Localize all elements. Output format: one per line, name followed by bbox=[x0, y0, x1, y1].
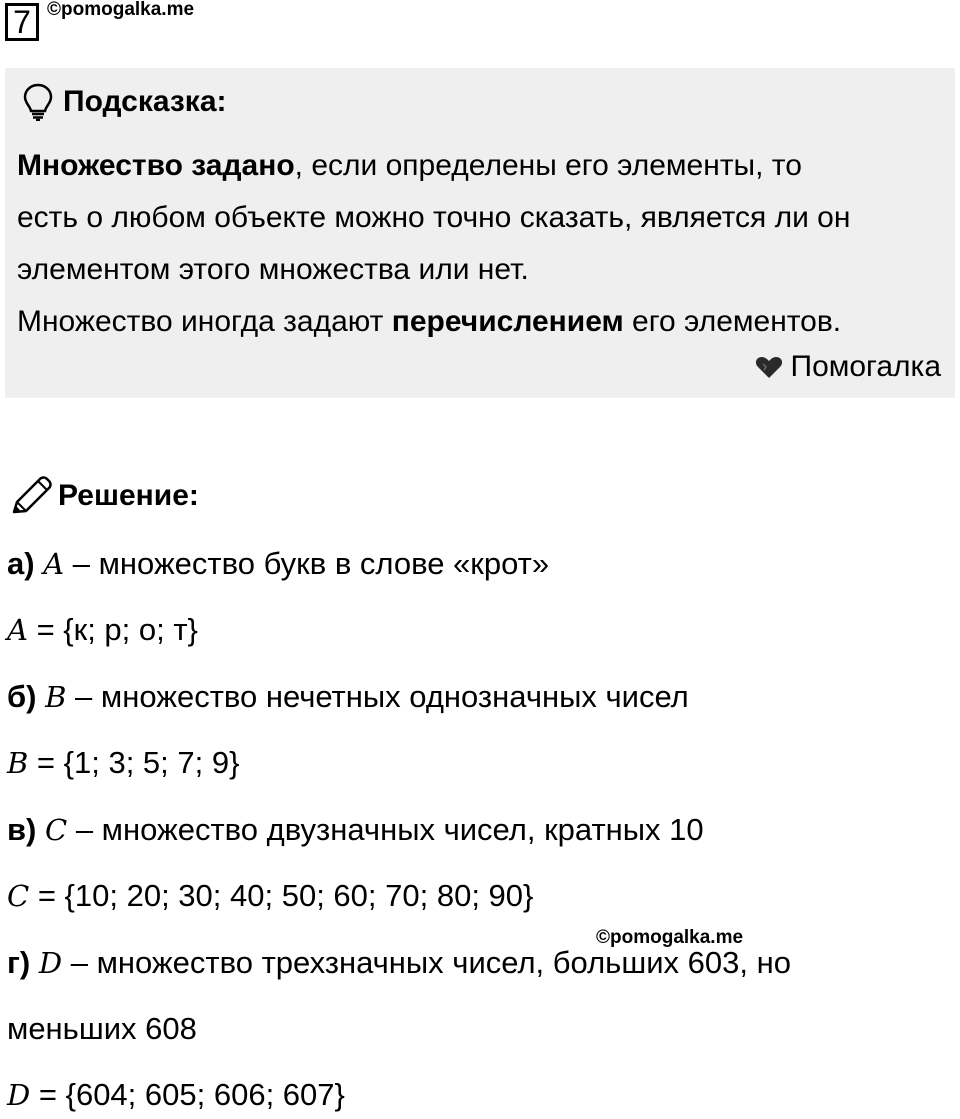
heart-icon bbox=[755, 355, 783, 379]
item-c-set-value: = {10; 20; 30; 40; 50; 60; 70; 80; 90} bbox=[29, 878, 534, 913]
hint-line-4 bbox=[17, 296, 947, 348]
item-b-description bbox=[7, 677, 689, 717]
task-number: 7 bbox=[5, 3, 39, 41]
item-b-desc: – множество нечетных однозначных чисел bbox=[66, 679, 689, 714]
item-c-description bbox=[7, 810, 704, 850]
hint-text bbox=[17, 140, 947, 348]
hint-line-3: элементом этого множества или нет. bbox=[17, 253, 529, 286]
item-c-label: в) bbox=[7, 812, 37, 847]
item-d-label: г) bbox=[7, 945, 31, 980]
item-a-set-value: = {к; р; о; т} bbox=[27, 612, 198, 647]
item-c-set bbox=[7, 876, 533, 916]
hint-title: Подсказка: bbox=[63, 85, 227, 118]
item-d-desc: – множество трехзначных чисел, больших 603, но bbox=[62, 945, 791, 980]
item-d-set-value: = {604; 605; 606; 607} bbox=[30, 1077, 345, 1112]
item-a-description bbox=[7, 544, 549, 584]
item-b-set-value: = {1; 3; 5; 7; 9} bbox=[28, 745, 240, 780]
item-d-var: D bbox=[38, 946, 63, 980]
hint-line-2: есть о любом объекте можно точно сказать, является ли он bbox=[17, 201, 851, 234]
signature bbox=[755, 350, 942, 384]
pencil-icon bbox=[8, 476, 52, 516]
watermark-top: ©pomogalka.me bbox=[47, 0, 195, 20]
lightbulb-icon bbox=[23, 83, 53, 121]
item-d-description-cont: меньших 608 bbox=[7, 1011, 197, 1046]
solution-header bbox=[8, 474, 199, 518]
watermark-middle: ©pomogalka.me bbox=[596, 927, 744, 948]
hint-line-1-rest: , если определены его элементы, то bbox=[294, 149, 802, 182]
item-a-var: A bbox=[43, 547, 65, 581]
hint-line-4-end: его элементов. bbox=[623, 305, 842, 338]
item-d-description bbox=[7, 943, 791, 983]
item-b-label: б) bbox=[7, 679, 37, 714]
item-a-label: а) bbox=[7, 546, 35, 581]
hint-header bbox=[23, 82, 227, 122]
item-d-set bbox=[7, 1075, 345, 1115]
item-a-set-var: A bbox=[7, 613, 28, 647]
signature-text: Помогалка bbox=[790, 350, 941, 383]
item-a-set bbox=[7, 610, 198, 650]
item-c-var: C bbox=[45, 813, 68, 847]
item-b-set bbox=[7, 743, 239, 783]
item-c-set-var: C bbox=[7, 879, 30, 913]
hint-line-4-start: Множество иногда задают bbox=[17, 305, 392, 338]
item-b-set-var: B bbox=[7, 746, 29, 780]
solution-title: Решение: bbox=[58, 479, 199, 512]
item-c-desc: – множество двузначных чисел, кратных 10 bbox=[67, 812, 704, 847]
hint-term-bold: Множество задано bbox=[17, 149, 295, 182]
item-b-var: B bbox=[45, 680, 67, 714]
hint-term-bold-2: перечислением bbox=[391, 305, 624, 338]
item-d-set-var: D bbox=[7, 1078, 31, 1112]
item-a-desc: – множество букв в слове «крот» bbox=[64, 546, 550, 581]
hint-box bbox=[5, 68, 955, 398]
hint-line-1 bbox=[17, 140, 947, 192]
